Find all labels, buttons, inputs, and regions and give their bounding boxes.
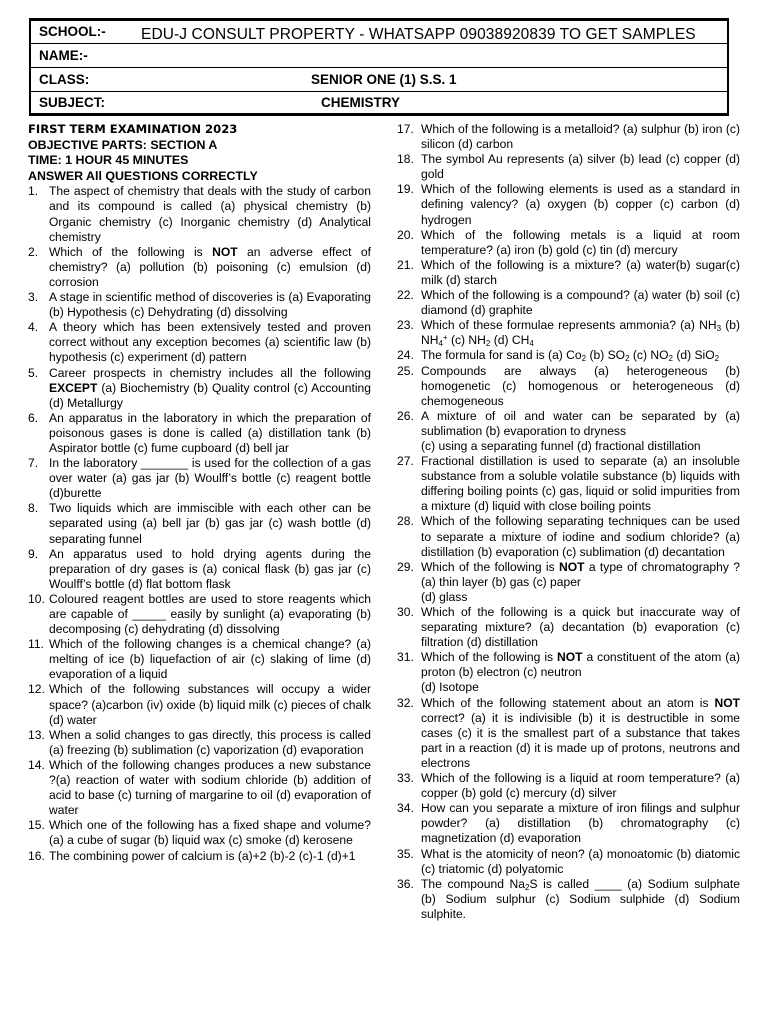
question-30: 30. Which of the following is a quick but inaccurate way of separating mixture? (a) decantation (b) evaporation (c) filtration (d) distillation <box>397 605 740 650</box>
question-31: 31. Which of the following is NOT a constituent of the atom (a) proton (b) electron (c) neutron (d) Isotope <box>397 650 740 695</box>
question-14: 14. Which of the following changes produces a new substance ?(a) reaction of water with sodium chloride (b) addition of acid to base (c) turning of margarine to oil (d) evaporation of water <box>28 757 371 818</box>
right-column <box>397 122 740 922</box>
question-22: 22. Which of the following is a compound? (a) water (b) soil (c) diamond (d) graphite <box>397 288 740 318</box>
question-17: 17. Which of the following is a metalloid? (a) sulphur (b) iron (c) silicon (d) carbon <box>397 122 740 152</box>
name-label: NAME:- <box>39 48 88 63</box>
question-25: 25. Compounds are always (a) heterogeneous (b) homogenetic (c) homogenous or heterogeneous (d) chemogeneous <box>397 363 740 408</box>
question-15: 15. Which one of the following has a fixed shape and volume? (a) a cube of sugar (b) liquid wax (c) smoke (d) kerosene <box>28 818 371 848</box>
question-29: 29. Which of the following is NOT a type of chromatography ?(a) thin layer (b) gas (c) paper (d) glass <box>397 559 740 604</box>
section-title: OBJECTIVE PARTS: SECTION A <box>28 137 218 152</box>
question-13: 13. When a solid changes to gas directly, this process is called (a) freezing (b) sublimation (c) vaporization (d) evaporation <box>28 727 371 757</box>
question-19: 19. Which of the following elements is used as a standard in defining valency? (a) oxygen (b) copper (c) carbon (d) hydrogen <box>397 182 740 227</box>
question-6: 6. An apparatus in the laboratory in which the preparation of poisonous gases is done is called (a) distillation tank (b) Aspirator bottle (c) fume cupboard (d) bell jar <box>28 410 371 455</box>
question-33: 33. Which of the following is a liquid at room temperature? (a) copper (b) gold (c) mercury (d) silver <box>397 771 740 801</box>
school-value: EDU-J CONSULT PROPERTY - WHATSAPP 09038920839 TO GET SAMPLES <box>141 26 696 43</box>
class-value: SENIOR ONE (1) S.S. 1 <box>311 72 457 87</box>
question-24: 24. The formula for sand is (a) $Co_2$ (b) $SO_2$ (c) $NO_2$ (d) SiO$_2$ <box>397 348 720 364</box>
class-row <box>31 69 727 92</box>
question-10: 10. Coloured reagent bottles are used to store reagents which are capable of _____ easily by sunlight (a) evaporating (b) decomposing (c) dehydrating (d) dissolving <box>28 591 371 637</box>
question-32: 32. Which of the following statement about an atom is NOT correct? (a) it is indivisible (b) it is destructible in some cases (c) it is the smallest part of a substance that takes part in a reaction (d) it is made up of protons, neutrons and electrons <box>397 695 740 770</box>
header-box <box>29 18 729 116</box>
question-28: 28. Which of the following separating techniques can be used to separate a mixture of iodine and sodium chloride? (a) distillation (b) evaporation (c) sublimation (d) decantation <box>397 514 740 559</box>
question-18: 18. The symbol Au represents (a) silver (b) lead (c) copper (d) gold <box>397 152 740 182</box>
question-27: 27. Fractional distillation is used to separate (a) an insoluble substance from a soluble volatile substance (b) liquids with differing boiling points (c) gas, liquid or solid impurities from a mixture (d) liquid with close boiling points <box>397 454 740 514</box>
instruction: ANSWER All QUESTIONS CORRECTLY <box>28 168 258 183</box>
question-16: 16. The combining power of calcium is (a)+2 (b)-2 (c)-1 (d)+1 <box>28 848 356 863</box>
question-36: 36. The compound $Na_2S$ is called ____ (a) Sodium sulphate (b) Sodium sulphur (c) Sodium sulphide (d) Sodium sulphite. <box>397 876 740 921</box>
question-21: 21. Which of the following is a mixture? (a) water(b) sugar(c) milk (d) starch <box>397 257 740 287</box>
question-11: 11. Which of the following changes is a chemical change? (a) melting of ice (b) liquefaction of air (c) slaking of lime (d) evaporation of a liquid <box>28 637 371 682</box>
question-2: 2. Which of the following is NOT an adverse effect of chemistry? (a) pollution (b) poisoning (c) emulsion (d) corrosion <box>28 244 371 289</box>
exam-time: TIME: 1 HOUR 45 MINUTES <box>28 153 189 168</box>
question-1: 1. The aspect of chemistry that deals with the study of carbon and its compound is called (a) physical chemistry (b) Organic chemistry (c) Inorganic chemistry (d) Analytical chemistry <box>28 184 371 244</box>
question-12: 12. Which of the following substances will occupy a wider space? (a)carbon (iv) oxide (b) liquid milk (c) pieces of chalk (d) water <box>28 682 371 727</box>
school-row <box>31 21 727 44</box>
question-7: 7. In the laboratory _______ is used for the collection of a gas over water (a) gas jar (b) Woulff’s bottle (c) reagent bottle (d)burette <box>28 456 371 501</box>
question-20: 20. Which of the following metals is a liquid at room temperature? (a) iron (b) gold (c) tin (d) mercury <box>397 227 740 257</box>
question-34: 34. How can you separate a mixture of iron filings and sulphur powder? (a) distillation (b) chromatography (c) magnetization (d) evaporation <box>397 801 740 846</box>
question-35: 35. What is the atomicity of neon? (a) monoatomic (b) diatomic (c) triatomic (d) polyatomic <box>397 846 740 876</box>
name-row <box>31 45 727 68</box>
school-label: SCHOOL:- <box>39 24 106 39</box>
question-26: 26. A mixture of oil and water can be separated by (a) sublimation (b) evaporation to dryness (c) using a separating funnel (d) fractional distillation <box>397 408 740 453</box>
subject-value: CHEMISTRY <box>321 95 401 110</box>
subject-row <box>31 92 727 114</box>
left-column <box>28 122 371 864</box>
exam-title: FIRST TERM EXAMINATION 2023 <box>28 122 238 136</box>
question-9: 9. An apparatus used to hold drying agents during the preparation of dry gases is (a) conical flask (b) gas jar (c) Woulff’s bottle (d) flat bottom flask <box>28 546 371 591</box>
question-23: 23. Which of these formulae represents ammonia? (a) $NH_3$ (b) $NH_4^+$ (c) $NH_2$ (d) $CH_4$ <box>397 318 740 349</box>
question-8: 8. Two liquids which are immiscible with each other can be separated using (a) bell jar (b) gas jar (c) wash bottle (d) separating funnel <box>28 501 371 546</box>
question-4: 4. A theory which has been extensively tested and proven correct without any exception becomes (a) scientific law (b) hypothesis (c) experiment (d) pattern <box>28 320 371 365</box>
question-3: 3. A stage in scientific method of discoveries is (a) Evaporating (b) Hypothesis (c) Dehydrating (d) dissolving <box>28 290 371 320</box>
class-label: CLASS: <box>39 72 90 87</box>
question-5: 5. Career prospects in chemistry includes all the following EXCEPT (a) Biochemistry (b) Quality control (c) Accounting (d) Metallurgy <box>28 365 371 410</box>
subject-label: SUBJECT: <box>39 95 106 110</box>
